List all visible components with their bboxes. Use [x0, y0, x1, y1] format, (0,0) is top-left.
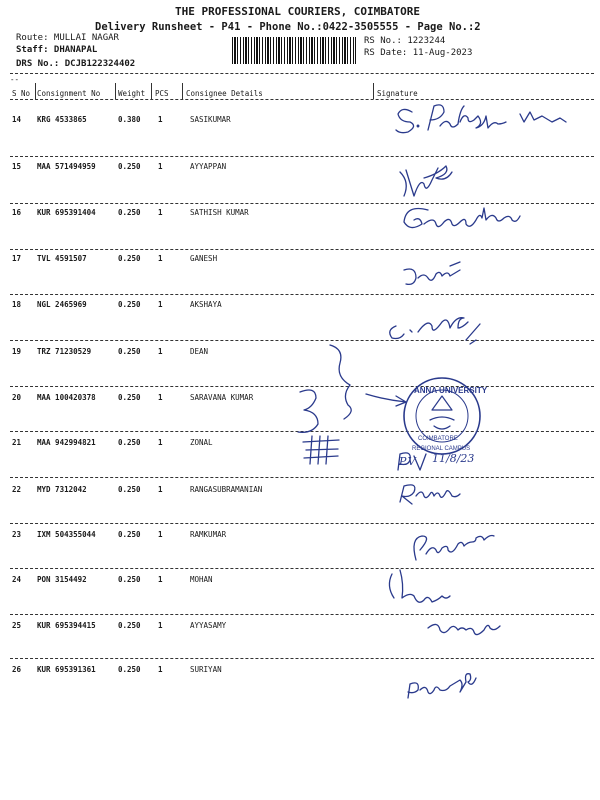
- staff: Staff: DHANAPAL: [16, 45, 98, 55]
- row-sno: 17: [12, 254, 22, 263]
- stamp-top-text: ANNA UNIVERSITY: [414, 386, 488, 395]
- row-weight: 0.250: [118, 393, 141, 402]
- row-sno: 23: [12, 530, 22, 539]
- row-pcs: 1: [158, 438, 163, 447]
- row-consignee: MOHAN: [190, 575, 213, 584]
- row-weight: 0.250: [118, 254, 141, 263]
- row-weight: 0.250: [118, 665, 141, 674]
- row-pcs: 1: [158, 347, 163, 356]
- row-consignment: KRG 4533865: [37, 115, 87, 124]
- row-pcs: 1: [158, 300, 163, 309]
- row-consignment: MAA 942994821: [37, 438, 96, 447]
- row-consignee: SATHISH KUMAR: [190, 208, 249, 217]
- row-pcs: 1: [158, 621, 163, 630]
- row-sno: 22: [12, 485, 22, 494]
- row-sno: 19: [12, 347, 22, 356]
- row-consignment: PON 3154492: [37, 575, 87, 584]
- row-consignee: SARAVANA KUMAR: [190, 393, 254, 402]
- stamp-bottom-text: REGIONAL CAMPUS: [412, 446, 471, 452]
- row-consignee: SASIKUMAR: [190, 115, 231, 124]
- row-consignment: MAA 100420378: [37, 393, 96, 402]
- row-consignee: GANESH: [190, 254, 218, 263]
- row-consignment: KUR 695391361: [37, 665, 96, 674]
- col-header-consignment: Consignment No: [37, 89, 101, 98]
- row-weight: 0.250: [118, 575, 141, 584]
- row-consignee: AYYAPPAN: [190, 162, 227, 171]
- row-pcs: 1: [158, 530, 163, 539]
- row-sno: 16: [12, 208, 22, 217]
- row-weight: 0.250: [118, 530, 141, 539]
- row-consignment: MAA 571494959: [37, 162, 96, 171]
- rs-date: RS Date: 11-Aug-2023: [364, 48, 473, 58]
- row-weight: 0.250: [118, 208, 141, 217]
- row-pcs: 1: [158, 254, 163, 263]
- row-consignment: KUR 695391404: [37, 208, 96, 217]
- company-name: THE PROFESSIONAL COURIERS, COIMBATORE: [175, 5, 421, 18]
- row-consignee: RAMKUMAR: [190, 530, 227, 539]
- row-weight: 0.250: [118, 347, 141, 356]
- row-pcs: 1: [158, 393, 163, 402]
- col-header-weight: Weight: [118, 89, 146, 98]
- row-sno: 15: [12, 162, 22, 171]
- row-consignment: MYD 7312042: [37, 485, 87, 494]
- stamp-date: 11/8/23: [432, 452, 475, 465]
- row-weight: 0.380: [118, 115, 141, 124]
- route: Route: MULLAI NAGAR: [16, 33, 119, 43]
- row-consignment: KUR 695394415: [37, 621, 96, 630]
- row-consignment: TRZ 71230529: [37, 347, 92, 356]
- row-consignment: NGL 2465969: [37, 300, 87, 309]
- row-sno: 18: [12, 300, 22, 309]
- row-weight: 0.250: [118, 621, 141, 630]
- row-consignment: TVL 4591507: [37, 254, 87, 263]
- row-pcs: 1: [158, 208, 163, 217]
- runsheet-subtitle: Delivery Runsheet - P41 - Phone No.:0422-3505555 - Page No.:2: [95, 21, 481, 33]
- row-consignee: AYYASAMY: [190, 621, 227, 630]
- row-weight: 0.250: [118, 438, 141, 447]
- row-pcs: 1: [158, 162, 163, 171]
- row-sno: 24: [12, 575, 22, 584]
- row-weight: 0.250: [118, 485, 141, 494]
- row-pcs: 1: [158, 665, 163, 674]
- col-header-sno: S No: [12, 89, 31, 98]
- row-consignee: SURIYAN: [190, 665, 222, 674]
- row-consignment: IXM 504355044: [37, 530, 96, 539]
- row-sno: 21: [12, 438, 22, 447]
- stamp-mid-text: COIMBATORE: [418, 436, 458, 442]
- row-consignee: AKSHAYA: [190, 300, 222, 309]
- row-sno: 25: [12, 621, 22, 630]
- row-sno: 20: [12, 393, 22, 402]
- row-weight: 0.250: [118, 162, 141, 171]
- row-sno: 14: [12, 115, 22, 124]
- rs-number: RS No.: 1223244: [364, 36, 446, 46]
- row-weight: 0.250: [118, 300, 141, 309]
- col-header-pcs: PCS: [155, 89, 169, 98]
- stamp-initials: P.V: [399, 455, 416, 468]
- row-consignee: DEAN: [190, 347, 209, 356]
- row-pcs: 1: [158, 485, 163, 494]
- row-pcs: 1: [158, 115, 163, 124]
- row-sno: 26: [12, 665, 22, 674]
- col-header-signature: Signature: [377, 89, 418, 98]
- row-pcs: 1: [158, 575, 163, 584]
- col-header-consignee: Consignee Details: [186, 89, 263, 98]
- row-consignee: RANGASUBRAMANIAN: [190, 485, 263, 494]
- rule-mark: --: [10, 75, 20, 84]
- drs-number: DRS No.: DCJB122324402: [16, 59, 136, 69]
- row-consignee: ZONAL: [190, 438, 213, 447]
